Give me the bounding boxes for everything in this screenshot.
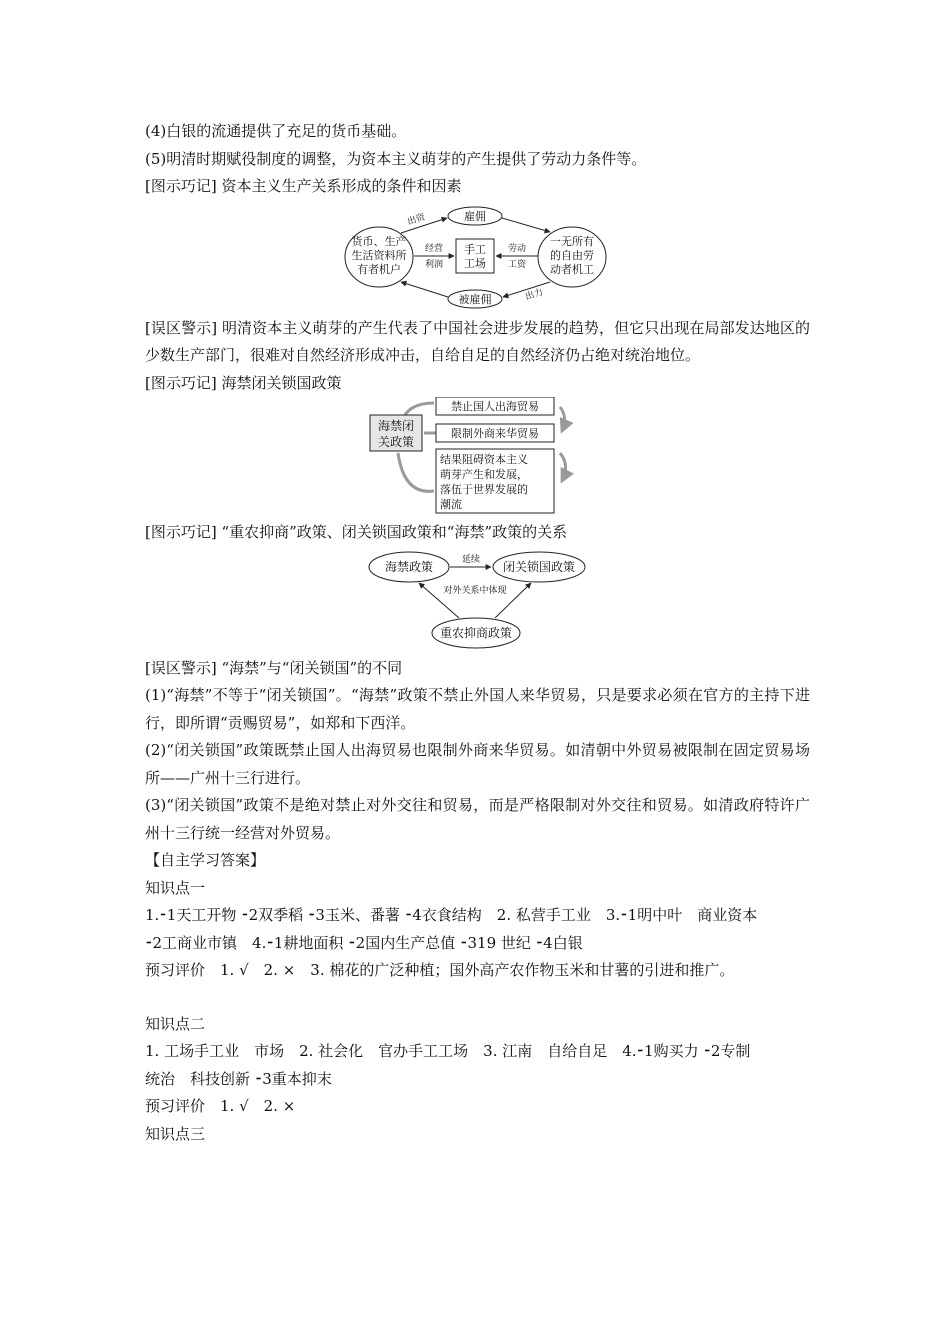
answer-line: 1. 工场手工业 市场 2. 社会化 官办手工工场 3. 江南 自给自足 4.⁃1购买力 ⁃2专制 — [145, 1042, 751, 1060]
capitalism-relations-diagram — [343, 205, 608, 309]
paragraph: (2)“闭关锁国”政策既禁止国人出海贸易也限制外商来华贸易。如清朝中外贸易被限制在固定贸易场所——广州十三行进行。 — [145, 741, 810, 787]
worker-node-label: 的自由劳 — [550, 248, 594, 262]
review-line: 预习评价 1. √ 2. × 3. 棉花的广泛种植；国外高产农作物玉米和甘薯的引进和推广。 — [145, 961, 735, 979]
brace-curve — [398, 453, 434, 491]
owner-node-label: 货币、生产 — [351, 234, 407, 248]
paragraph: (3)“闭关锁国”政策不是绝对禁止对外交往和贸易，而是严格限制对外交往和贸易。如清政府特许广州十三行统一经营对外贸易。 — [145, 796, 810, 842]
warning-heading: [误区警示] “海禁”与“闭关锁国”的不同 — [145, 658, 403, 677]
owner-node-label: 有者机户 — [357, 262, 401, 276]
wage-label: 劳动 — [507, 243, 527, 254]
diagram-heading: [图示巧记] 海禁闭关锁国政策 — [145, 373, 342, 392]
owner-node-label: 生活资料所 — [351, 248, 407, 262]
section-title: 知识点一 — [145, 878, 206, 897]
agriculture-node-label: 重农抑商政策 — [439, 625, 513, 640]
result-box-label: 潮流 — [440, 498, 462, 511]
policy-box-label: 限制外商来华贸易 — [451, 427, 539, 440]
warning-paragraph: [误区警示] 明清资本主义萌芽的产生代表了中国社会进步发展的趋势，但它只出现在局部发达地区的少数生产部门，很难对自然经济形成冲击，自给自足的自然经济仍占绝对统治地位。 — [145, 318, 810, 364]
document-page — [145, 118, 810, 1148]
hired-node-label: 被雇佣 — [458, 292, 492, 306]
review-line: 预习评价 1. √ 2. × — [145, 1097, 296, 1115]
worker-node-label: 一无所有 — [550, 234, 594, 248]
policy-box-label: 禁止国人出海贸易 — [451, 400, 539, 413]
result-box-label: 萌芽产生和发展， — [440, 468, 528, 481]
sea-ban-diagram — [368, 397, 583, 515]
hire-node-label: 雇佣 — [464, 209, 486, 223]
answer-line: ⁃2工商业市镇 4.⁃1耕地面积 ⁃2国内生产总值 ⁃319 世纪 ⁃4白银 — [145, 933, 583, 952]
result-box-label: 落伍于世界发展的 — [440, 483, 528, 496]
workshop-label: 手工 — [464, 242, 486, 256]
text-line: (4)白银的流通提供了充足的货币基础。 — [145, 122, 407, 140]
flow-arrow — [560, 453, 566, 481]
result-box-label: 结果阻碍资本主义 — [440, 453, 528, 466]
text-line: (5)明清时期赋役制度的调整，为资本主义萌芽的产生提供了劳动力条件等。 — [145, 149, 647, 168]
sea-ban-label: 关政策 — [377, 435, 415, 449]
answer-line: 统治 科技创新 ⁃3重本抑末 — [145, 1069, 332, 1088]
answers-title: 【自主学习答案】 — [145, 851, 266, 869]
section-title: 知识点二 — [145, 1014, 206, 1033]
section-title: 知识点三 — [145, 1124, 206, 1143]
diagram-heading: [图示巧记] 资本主义生产关系形成的条件和因素 — [145, 177, 462, 195]
sea-ban-label: 海禁闭 — [377, 419, 415, 433]
arrow — [502, 218, 550, 232]
policy-relations-diagram — [367, 551, 587, 651]
worker-node-label: 动者机工 — [550, 262, 594, 276]
sea-ban-node-label: 海禁政策 — [384, 559, 434, 574]
paragraph: (1)“海禁”不等于“闭关锁国”。“海禁”政策不禁止外国人来华贸易，只是要求必须在官方的主持下进行，即所谓“贡赐贸易”，如郑和下西洋。 — [145, 686, 810, 732]
embody-label: 对外关系中体现 — [443, 585, 507, 596]
arrow — [401, 282, 448, 297]
closed-door-node-label: 闭关锁国政策 — [502, 559, 576, 574]
profit-label: 经营 — [424, 243, 444, 254]
diagram-heading: [图示巧记] “重农抑商”政策、闭关锁国政策和“海禁”政策的关系 — [145, 523, 568, 541]
wage-label: 工资 — [507, 259, 527, 270]
flow-arrow — [560, 407, 565, 431]
profit-label: 利润 — [424, 259, 444, 270]
labor-out-label: 出力 — [524, 287, 545, 303]
continue-label: 延续 — [461, 554, 481, 565]
invest-label: 出资 — [406, 212, 427, 228]
answer-line: 1.⁃1天工开物 ⁃2双季稻 ⁃3玉米、番薯 ⁃4衣食结构 2. 私营手工业 3.⁃1明中叶 商业资本 — [145, 906, 758, 924]
workshop-label: 工场 — [464, 256, 486, 270]
